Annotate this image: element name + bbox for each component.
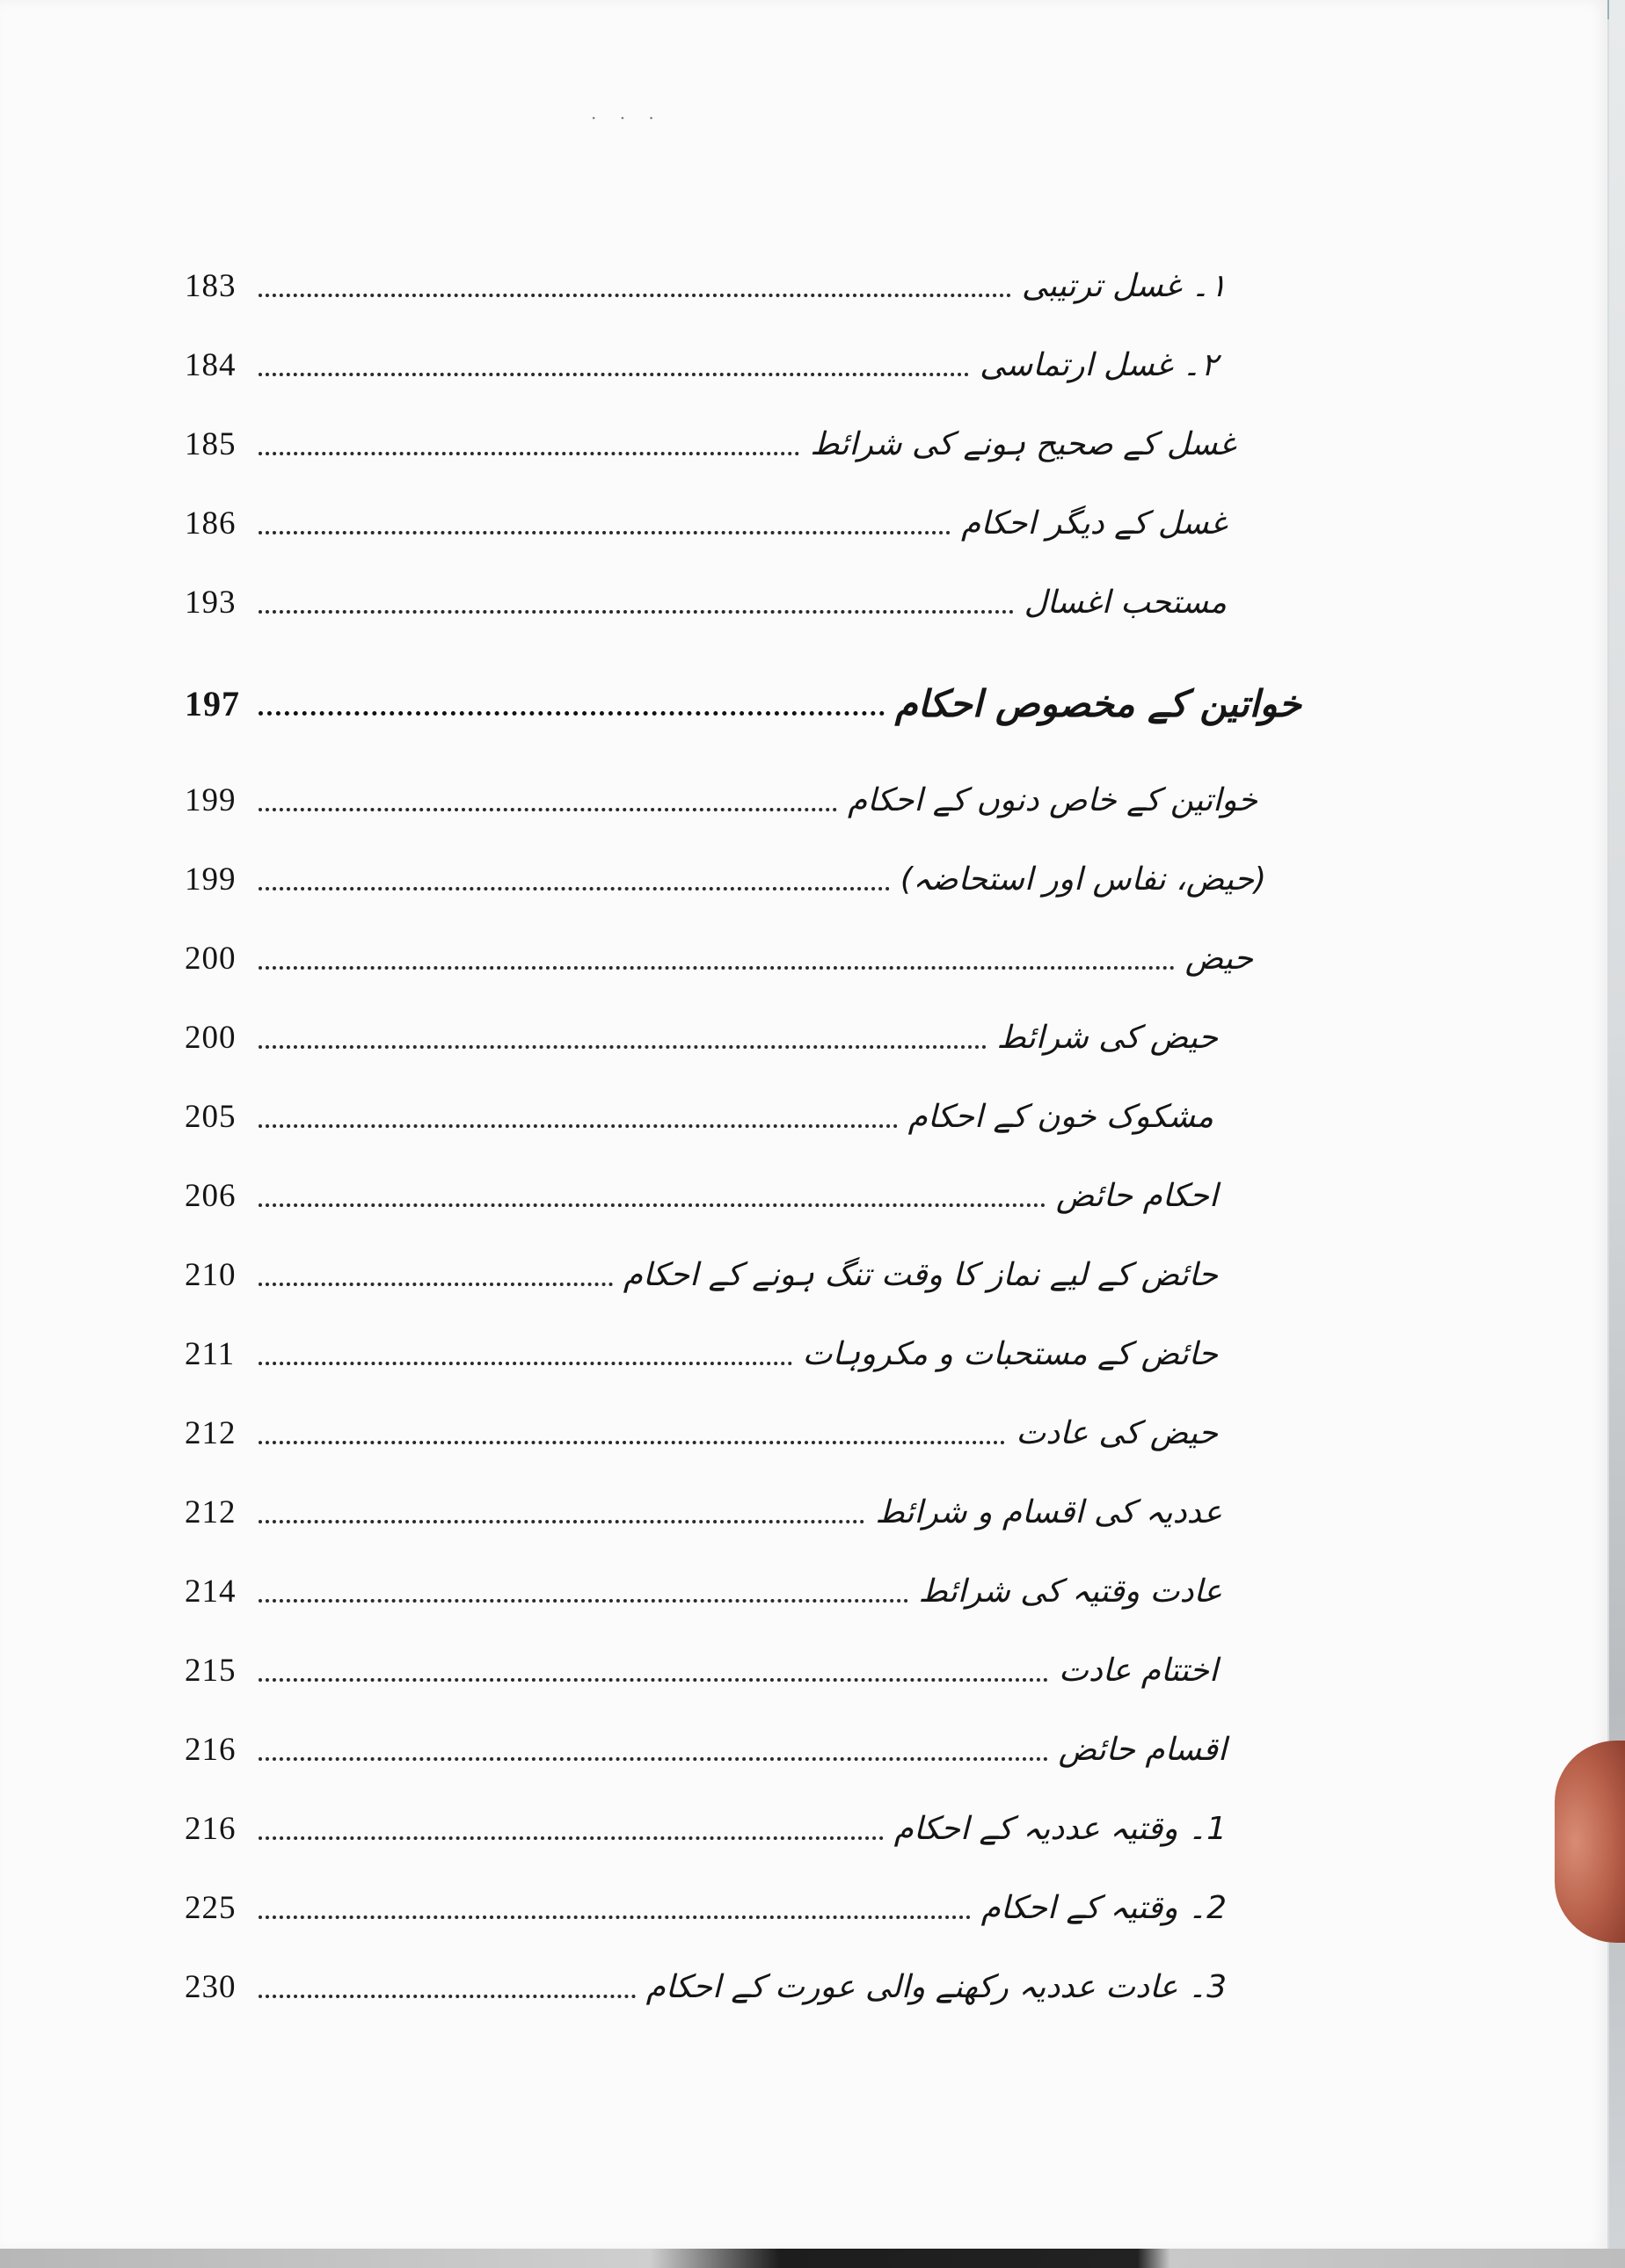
toc-title: (حیض، نفاس اور استحاضہ) <box>900 861 1266 898</box>
toc-entry <box>185 259 1227 312</box>
dotted-leader <box>259 806 837 811</box>
toc-page-number: 216 <box>185 1810 237 1847</box>
toc-title: مستحب اغسال <box>1024 584 1227 621</box>
toc-entry <box>185 774 1257 826</box>
dotted-leader <box>259 608 1014 614</box>
toc-entry <box>185 1802 1227 1855</box>
toc-page-number: 216 <box>185 1731 237 1768</box>
dotted-leader <box>259 1597 908 1603</box>
toc-entry <box>185 853 1266 905</box>
toc-entry <box>185 677 1301 730</box>
dotted-leader <box>259 885 890 890</box>
toc-title: 1۔ وقتیہ عددیہ کے احکام <box>893 1810 1227 1847</box>
toc-entry <box>185 1327 1218 1380</box>
toc-page-number: 199 <box>185 781 237 818</box>
toc-title: اقسام حائض <box>1058 1731 1227 1768</box>
dotted-leader <box>259 371 969 376</box>
toc-entry <box>185 1723 1227 1776</box>
toc-page-number: 211 <box>185 1335 236 1372</box>
toc-entry <box>185 1407 1218 1459</box>
toc-page-number: 184 <box>185 346 237 383</box>
toc-title: غسل کے صحیح ہونے کی شرائط <box>810 425 1235 462</box>
toc-title: حیض کی شرائط <box>996 1019 1218 1056</box>
toc-title: اختتام عادت <box>1058 1652 1218 1689</box>
toc-title: غسل کے دیگر احکام <box>961 505 1227 542</box>
toc-entry <box>185 1960 1227 2013</box>
toc-page-number: 183 <box>185 267 237 304</box>
thumb <box>1555 1741 1625 1943</box>
dotted-leader <box>259 292 1011 297</box>
dotted-leader <box>259 964 1175 970</box>
toc-title: ۱۔ غسل ترتیبی <box>1021 267 1227 304</box>
toc-page-number: 206 <box>185 1177 237 1214</box>
toc-entry <box>185 1248 1218 1301</box>
dotted-leader <box>259 1756 1048 1761</box>
toc-page-number: 214 <box>185 1573 237 1610</box>
toc-page-number: 215 <box>185 1652 237 1689</box>
toc-title: مشکوک خون کے احکام <box>907 1098 1213 1135</box>
toc-page-number: 200 <box>185 1019 237 1056</box>
dotted-leader <box>259 1281 613 1286</box>
toc-entry <box>185 1169 1218 1222</box>
photo-background-bottom <box>0 2249 1625 2268</box>
toc-page-number: 212 <box>185 1494 237 1530</box>
dotted-leader <box>259 1835 884 1840</box>
dotted-leader <box>259 529 951 534</box>
dotted-leader <box>259 709 885 716</box>
toc-entry <box>185 1881 1227 1934</box>
toc-title: احکام حائض <box>1055 1177 1218 1214</box>
toc-title: عادت وقتیہ کی شرائط <box>918 1573 1222 1610</box>
dotted-leader <box>259 1360 792 1365</box>
toc-entry <box>185 1565 1222 1617</box>
toc-title: عددیہ کی اقسام و شرائط <box>875 1494 1222 1530</box>
dotted-leader <box>259 1676 1048 1682</box>
toc-title: 2۔ وقتیہ کے احکام <box>980 1889 1227 1926</box>
toc-entry <box>185 1486 1222 1538</box>
page-dots: · · · <box>591 107 663 128</box>
toc-entry <box>185 1644 1218 1697</box>
toc-page-number: 212 <box>185 1414 237 1451</box>
dotted-leader <box>259 1914 971 1919</box>
toc-entry <box>185 497 1227 549</box>
toc-title: حائض کے مستحبات و مکروہات <box>802 1335 1218 1372</box>
toc-page-number: 197 <box>185 683 240 723</box>
toc-page-number: 205 <box>185 1098 237 1135</box>
toc-entry <box>185 1090 1213 1143</box>
toc-title: حیض کی عادت <box>1016 1414 1218 1451</box>
dotted-leader <box>259 1439 1005 1444</box>
toc-entry <box>185 418 1235 470</box>
toc-page-number: 193 <box>185 584 237 621</box>
dotted-leader <box>259 450 799 455</box>
toc-entry <box>185 338 1218 391</box>
toc-title: خواتین کے خاص دنوں کے احکام <box>847 781 1257 818</box>
toc-title: حائض کے لیے نماز کا وقت تنگ ہونے کے احکام <box>623 1256 1218 1293</box>
toc-title: 3۔ عادت عددیہ رکھنے والی عورت کے احکام <box>645 1968 1227 2005</box>
toc-title: ۲۔ غسل ارتماسی <box>980 346 1218 383</box>
toc-page-number: 185 <box>185 425 237 462</box>
toc-entry <box>185 932 1253 985</box>
dotted-leader <box>259 1123 898 1128</box>
toc-entry <box>185 1011 1218 1064</box>
toc-title: حیض <box>1184 940 1253 977</box>
toc-entry <box>185 576 1227 629</box>
dotted-leader <box>259 1043 987 1049</box>
toc-page-number: 186 <box>185 505 237 542</box>
toc-page-number: 225 <box>185 1889 237 1926</box>
toc-page-number: 200 <box>185 940 237 977</box>
dotted-leader <box>259 1993 636 1998</box>
toc-page-number: 230 <box>185 1968 237 2005</box>
toc-title: خواتین کے مخصوص احکام <box>894 681 1301 725</box>
dotted-leader <box>259 1518 864 1523</box>
toc-page-number: 199 <box>185 861 237 898</box>
toc-page-number: 210 <box>185 1256 237 1293</box>
dotted-leader <box>259 1202 1046 1207</box>
